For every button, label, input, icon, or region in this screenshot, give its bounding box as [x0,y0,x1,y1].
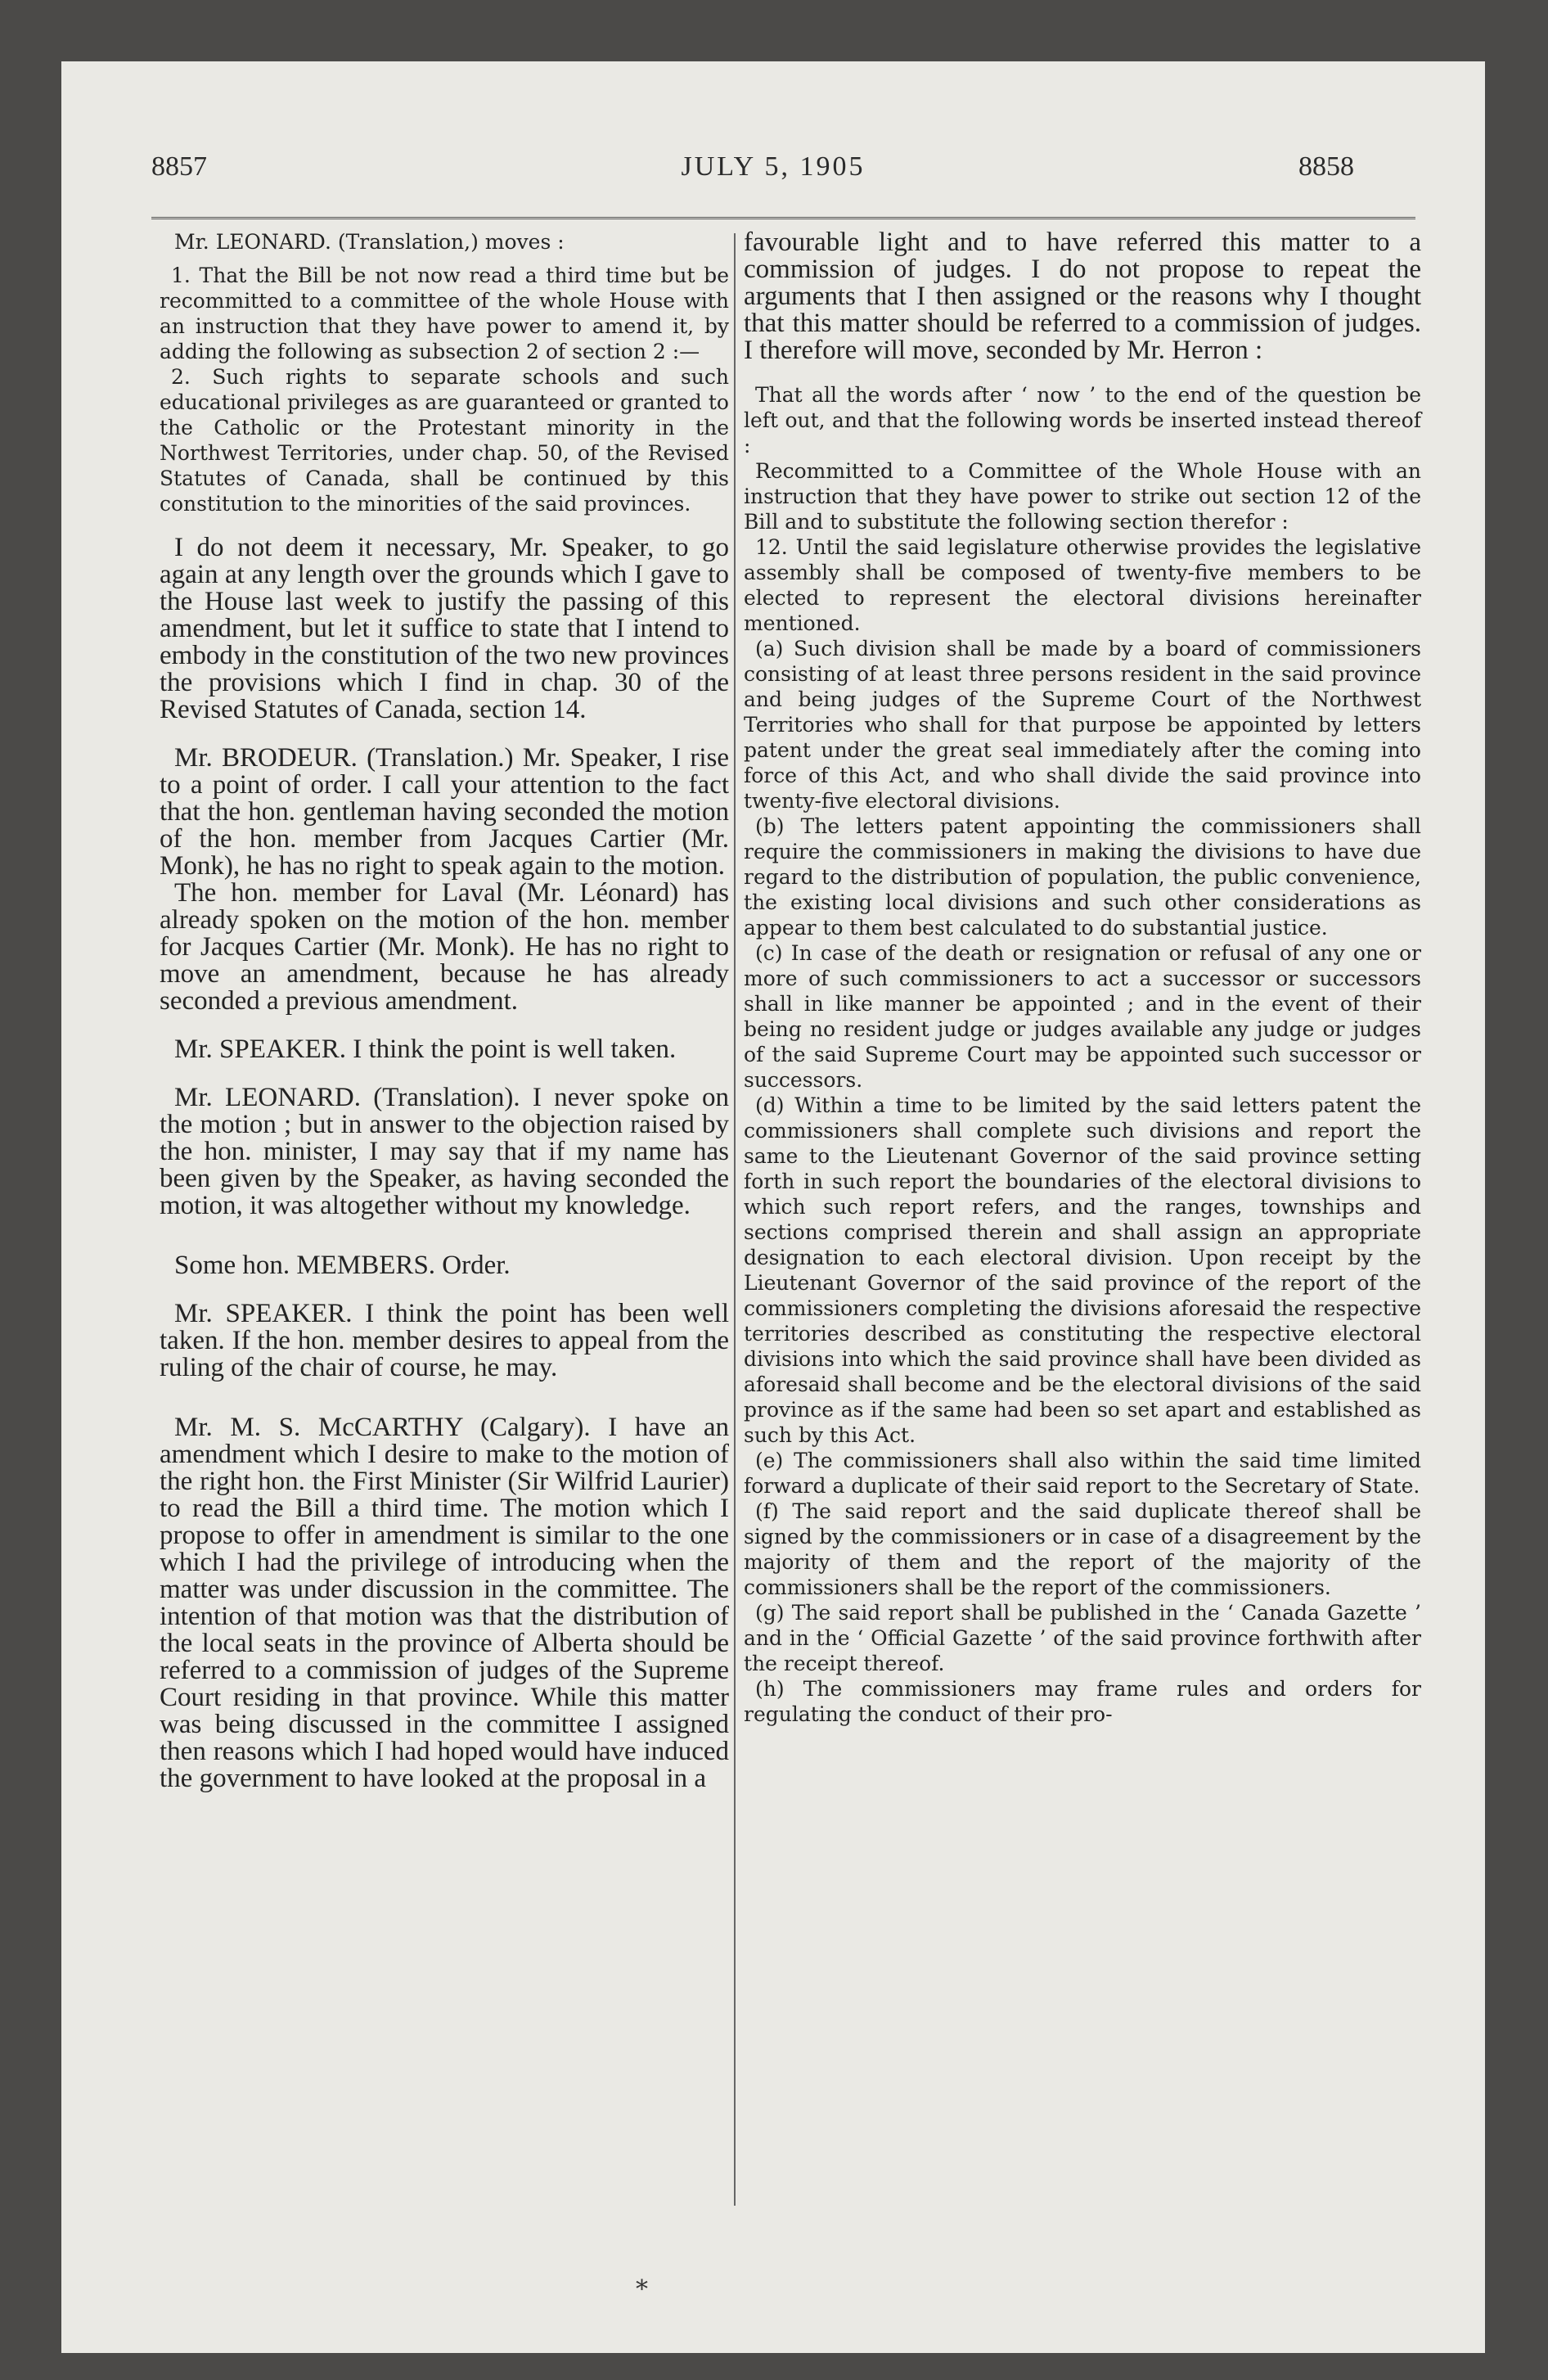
page-number-left: 8857 [151,151,207,182]
page-sheet [61,61,1485,2353]
debate-text-continued [744,229,1421,364]
paragraph: 2. Such rights to separate schools and such educational privileges as are guaranteed or granted to the Catholic or the Protestant minority in the Northwest Territories, under chap. 50, of the Revised Statutes of Canada, shall be continued by this constitution to the minorities of the said provinces. [160,365,729,516]
paragraph: (a) Such division shall be made by a board of commissioners consisting of at least three persons resident in the said province and being judges of the Supreme Court of the Northwest Territories who shall for that purpose be appointed by letters patent under the great seal immediately after the coming into force of this Act, and who shall divide the said province into twenty-five electoral divisions. [744,637,1421,813]
paragraph: The hon. member for Laval (Mr. Léonard) has already spoken on the motion of the hon. member for Jacques Cartier (Mr. Monk). He has no right to move an amendment, because he has already seconded a previous amendment. [160,878,729,1016]
amendment-text [744,382,1421,1727]
paragraph: (b) The letters patent appointing the commissioners shall require the commissioners in making the divisions to have due regard to the distribution of population, the public convenience, the existing local divisions and such other considerations as appear to them best calculated to do substantial justice. [744,814,1421,940]
paragraph: Some hon. MEMBERS. Order. [174,1251,511,1280]
paragraph: (g) The said report shall be published in the ‘ Canada Gazette ’ and in the ‘ Official Gazette ’ of the said province forthwith after the receipt thereof. [744,1601,1421,1675]
left-column [160,229,729,1792]
page-number-right: 8858 [1298,151,1354,182]
debate-text [160,534,729,1792]
paragraph: Mr. LEONARD. (Translation,) moves : [174,230,565,254]
motion-text [160,229,729,516]
paragraph: (d) Within a time to be limited by the said letters patent the commissioners shall complete such divisions and report the same to the Lieutenant Governor of the said province setting forth in such report the boundaries of the electoral divisions to which such report refers, and the ranges, townships and sections comprised therein and shall assign an appropriate designation to each electoral division. Upon receipt by the Lieutenant Governor of the said province of the report of the commissioners completing the divisions aforesaid the respective territories described as constituting the respective electoral divisions into which the said province shall have been divided as aforesaid shall become and be the electoral divisions of the said province as if the same had been so set apart and established as such by this Act. [744,1093,1421,1447]
page-header [61,151,1485,192]
paragraph: Recommitted to a Committee of the Whole House with an instruction that they have power to strike out section 12 of the Bill and to substitute the following section therefor : [744,459,1421,534]
paragraph: Mr. BRODEUR. (Translation.) Mr. Speaker, I rise to a point of order. I call your attention to the fact that the hon. gentleman having seconded the motion of the hon. member from Jacques Cartier (Mr. Monk), he has no right to speak again to the motion. [160,743,729,881]
paragraph: (f) The said report and the said duplicate thereof shall be signed by the commissioners or in case of a disagreement by the majority of them and the report of the majority of the commissioners shall be the report of the commissioners. [744,1499,1421,1599]
right-column [744,229,1421,1727]
footer-mark: * [636,2275,648,2304]
column-divider [734,233,736,2206]
paragraph: 1. That the Bill be not now read a third time but be recommitted to a committee of the whole House with an instruction that they have power to amend it, by adding the following as subsection 2 of section 2 :— [160,264,729,363]
paragraph: (e) The commissioners shall also within the said time limited forward a duplicate of their said report to the Secretary of State. [744,1449,1421,1498]
paragraph: Mr. M. S. McCARTHY (Calgary). I have an amendment which I desire to make to the motion of the right hon. the First Minister (Sir Wilfrid Laurier) to read the Bill a third time. The motion which I propose to offer in amendment is similar to the one which I had the privilege of introducing when the matter was under discussion in the committee. The intention of that motion was that the distribution of the local seats in the province of Alberta should be referred to a commission of judges of the Supreme Court residing in that province. While this matter was being discussed in the committee I assigned then reasons which I had hoped would have induced the government to have looked at the proposal in a [160,1413,729,1793]
header-rule [151,217,1415,219]
paragraph: Mr. SPEAKER. I think the point is well taken. [174,1034,677,1064]
paragraph: 12. Until the said legislature otherwise provides the legislative assembly shall be composed of twenty-five members to be elected to represent the electoral divisions hereinafter mentioned. [744,535,1421,635]
paragraph: That all the words after ‘ now ’ to the end of the question be left out, and that the following words be inserted instead thereof : [744,383,1421,458]
paragraph: Mr. LEONARD. (Translation). I never spoke on the motion ; but in answer to the objection raised by the hon. minister, I may say that if my name has been given by the Speaker, as having seconded the motion, it was altogether without my knowledge. [160,1083,729,1220]
paragraph: I do not deem it necessary, Mr. Speaker, to go again at any length over the grounds which I gave to the House last week to justify the passing of this amendment, but let it suffice to state that I intend to embody in the constitution of the two new provinces the provisions which I find in chap. 30 of the Revised Statutes of Canada, section 14. [160,533,729,724]
paragraph: (h) The commissioners may frame rules and orders for regulating the conduct of their pro- [744,1677,1421,1726]
paragraph: favourable light and to have referred this matter to a commission of judges. I do not propose to repeat the arguments that I then assigned or the reasons why I thought that this matter should be referred to a commission of judges. I therefore will move, seconded by Mr. Herron : [744,228,1421,365]
page-date: JULY 5, 1905 [681,151,866,182]
paragraph: (c) In case of the death or resignation or refusal of any one or more of such commissioners to act a successor or successors shall in like manner be appointed ; and in the event of their being no resident judge or judges available any judge or judges of the said Supreme Court may be appointed such successor or successors. [744,941,1421,1092]
paragraph: Mr. SPEAKER. I think the point has been well taken. If the hon. member desires to appeal from the ruling of the chair of course, he may. [160,1299,729,1382]
